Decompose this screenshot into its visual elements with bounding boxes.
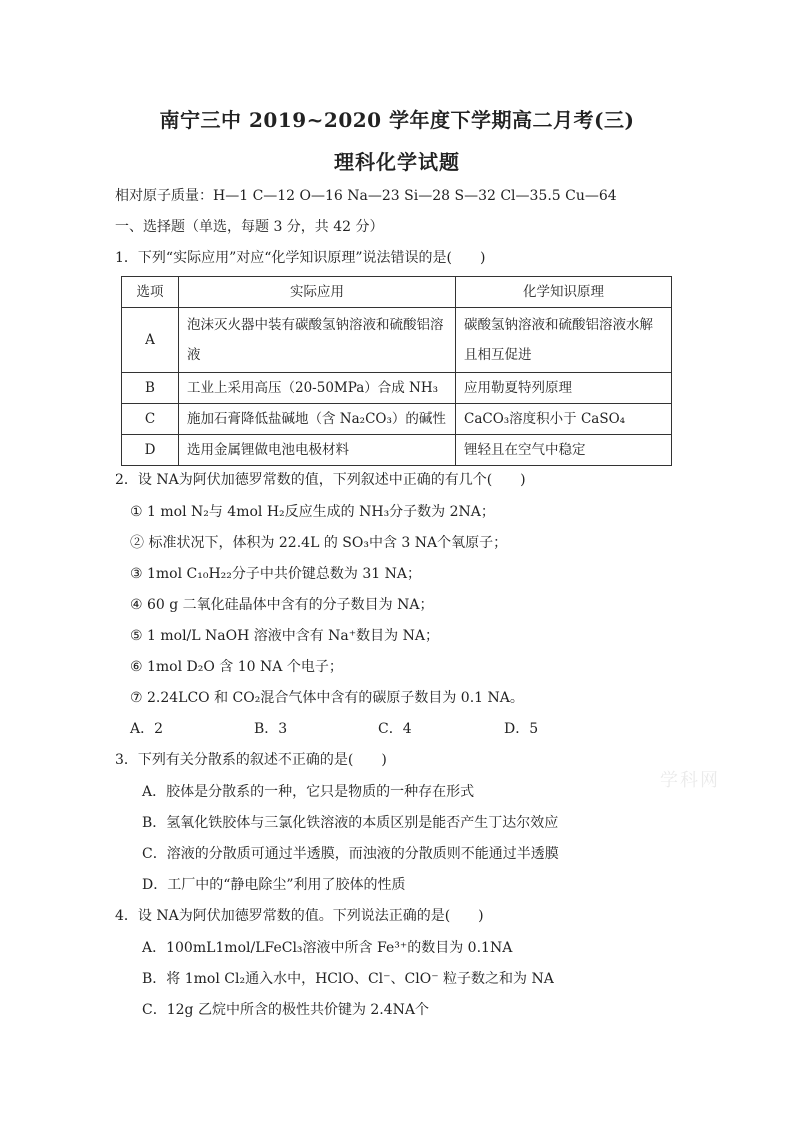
question-2-item: ④ 60 g 二氧化硅晶体中含有的分子数目为 NA；	[130, 597, 434, 613]
question-2-choice-d: D．5	[504, 721, 539, 737]
exam-subtitle: 理科化学试题	[334, 150, 460, 174]
question-2-choice-b: B．3	[254, 721, 288, 737]
question-2-item: ⑥ 1mol D₂O 含 10 NA 个电子；	[130, 659, 343, 675]
question-2-choice-c: C．4	[378, 721, 412, 737]
table-cell-option: D	[122, 435, 179, 466]
table-cell-option: A	[122, 308, 179, 373]
question-4-option: A．100mL1mol/LFeCl₃溶液中所含 Fe³⁺的数目为 0.1NA	[142, 940, 513, 956]
table-cell-option: B	[122, 373, 179, 404]
table-header-cell: 选项	[122, 277, 179, 308]
table-row	[122, 308, 672, 373]
table-header-row	[122, 277, 672, 308]
question-2-item: ⑤ 1 mol/L NaOH 溶液中含有 Na⁺数目为 NA；	[130, 628, 439, 644]
table-cell-principle: 锂轻且在空气中稳定	[456, 435, 672, 466]
question-1-table	[121, 276, 672, 466]
question-4-option: C．12g 乙烷中所含的极性共价键为 2.4NA个	[142, 1002, 430, 1018]
table-cell-application: 泡沫灭火器中装有碳酸氢钠溶液和硫酸铝溶液	[179, 308, 456, 373]
question-3-stem: 3．下列有关分散系的叙述不正确的是( )	[115, 752, 387, 768]
table-cell-application: 工业上采用高压（20-50MPa）合成 NH₃	[179, 373, 456, 404]
watermark-logo: 学科网	[660, 770, 720, 791]
table-cell-principle: 碳酸氢钠溶液和硫酸铝溶液水解且相互促进	[456, 308, 672, 373]
question-4-stem: 4．设 NA为阿伏加德罗常数的值。下列说法正确的是( )	[115, 908, 484, 924]
question-3-option: C．溶液的分散质可通过半透膜，而浊液的分散质则不能通过半透膜	[142, 846, 559, 862]
question-2-stem: 2．设 NA为阿伏加德罗常数的值，下列叙述中正确的有几个( )	[115, 472, 526, 488]
table-row	[122, 404, 672, 435]
question-3-option: B．氢氧化铁胶体与三氯化铁溶液的本质区别是能否产生丁达尔效应	[142, 815, 559, 831]
table-header-cell: 实际应用	[179, 277, 456, 308]
table-row	[122, 373, 672, 404]
question-2-item: ③ 1mol C₁₀H₂₂分子中共价键总数为 31 NA；	[130, 566, 421, 582]
exam-title: 南宁三中 2019~2020 学年度下学期高二月考(三)	[159, 108, 635, 132]
table-cell-principle: 应用勒夏特列原理	[456, 373, 672, 404]
question-3-option: D．工厂中的“静电除尘”利用了胶体的性质	[142, 877, 406, 893]
section-heading: 一、选择题（单选，每题 3 分，共 42 分）	[115, 219, 384, 235]
question-3-option: A．胶体是分散系的一种，它只是物质的一种存在形式	[142, 784, 475, 800]
table-cell-application: 选用金属锂做电池电极材料	[179, 435, 456, 466]
question-2-item: ⑦ 2.24LCO 和 CO₂混合气体中含有的碳原子数目为 0.1 NA。	[130, 690, 524, 706]
question-4-option: B．将 1mol Cl₂通入水中，HClO、Cl⁻、ClO⁻ 粒子数之和为 NA	[142, 971, 554, 987]
table-cell-application: 施加石膏降低盐碱地（含 Na₂CO₃）的碱性	[179, 404, 456, 435]
table-cell-option: C	[122, 404, 179, 435]
table-header-cell: 化学知识原理	[456, 277, 672, 308]
question-1-stem: 1．下列“实际应用”对应“化学知识原理”说法错误的是( )	[115, 250, 486, 266]
question-2-choice-a: A．2	[130, 721, 164, 737]
atomic-masses: 相对原子质量：H—1 C—12 O—16 Na—23 Si—28 S—32 Cl—35.5 Cu—64	[115, 188, 617, 204]
question-2-item: ① 1 mol N₂与 4mol H₂反应生成的 NH₃分子数为 2NA；	[130, 504, 495, 520]
table-row	[122, 435, 672, 466]
table-cell-principle: CaCO₃溶度积小于 CaSO₄	[456, 404, 672, 435]
question-2-item: ② 标准状况下，体积为 22.4L 的 SO₃中含 3 NA个氧原子；	[130, 535, 508, 551]
